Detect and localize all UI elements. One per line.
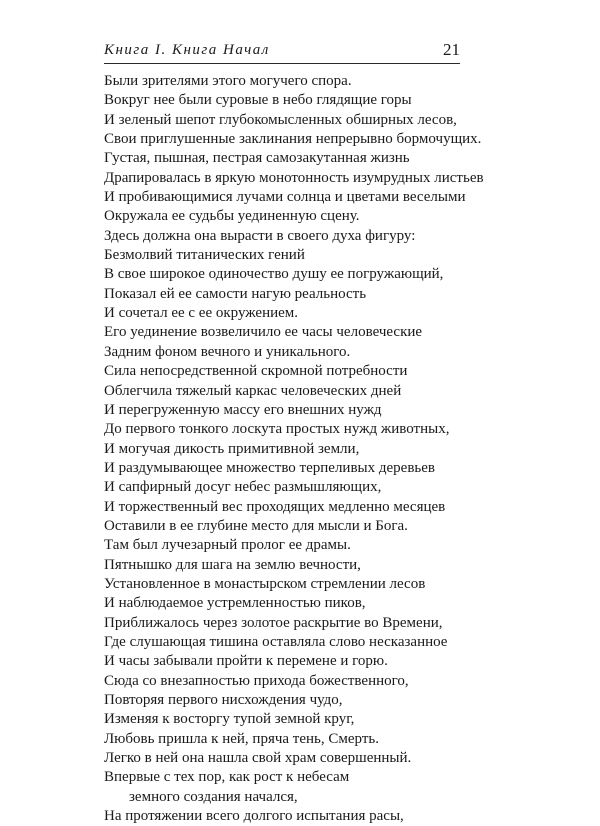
poem-line: Повторяя первого нисхождения чудо, (104, 692, 343, 708)
poem-line: Где слушающая тишина оставляла слово несказанное (104, 633, 448, 650)
poem-line: Его уединение возвеличило ее часы человеческие (104, 324, 423, 341)
poem-line: И часы забывали пройти к перемене и горю. (104, 653, 388, 670)
poem-line: Там был лучезарный пролог ее драмы. (104, 537, 351, 554)
page-header (104, 36, 460, 64)
poem-line: И перегруженную массу его внешних нужд (104, 401, 382, 418)
poem-line: Были зрителями этого могучего спора. (104, 73, 352, 89)
poem-line: И пробивающимися лучами солнца и цветами веселыми (104, 189, 466, 206)
poem-line: И наблюдаемое устремленностью пиков, (104, 595, 366, 612)
poem-line: Окружала ее судьбы уединенную сцену. (104, 208, 360, 225)
poem-line: Свои приглушенные заклинания непрерывно бормочущих. (104, 131, 482, 148)
header-rule (104, 63, 460, 64)
poem-line: Густая, пышная, пестрая самозакутанная жизнь (104, 150, 410, 167)
poem-line: Любовь пришла к ней, пряча тень, Смерть. (104, 730, 379, 747)
poem-line: Вокруг нее были суровые в небо глядящие горы (104, 92, 412, 109)
poem-line: Изменяя к восторгу тупой земной круг, (104, 711, 355, 728)
poem-line: Сила непосредственной скромной потребности (104, 363, 408, 380)
running-title: Книга I. Книга Начал (104, 42, 270, 58)
poem-line: Впервые с тех пор, как рост к небесам (104, 769, 350, 786)
poem-line: Пятнышко для шага на землю вечности, (104, 556, 361, 573)
poem-line: И могучая дикость примитивной земли, (104, 440, 360, 457)
poem-line: В свое широкое одиночество душу ее погружающий, (104, 266, 444, 283)
poem-line: Облегчила тяжелый каркас человеческих дней (104, 382, 402, 399)
poem-line: И зеленый шепот глубокомысленных обширных лесов, (104, 111, 457, 128)
poem-line: Приближалось через золотое раскрытие во Времени, (104, 614, 443, 631)
poem-line: И сочетал ее с ее окружением. (104, 305, 299, 322)
poem-line: Показал ей ее самости нагую реальность (104, 285, 367, 302)
poem-line: Безмолвий титанических гений (104, 247, 305, 264)
poem-line: Установленное в монастырском стремлении лесов (104, 575, 426, 592)
poem-line: Задним фоном вечного и уникального. (104, 343, 351, 360)
poem-line: Сюда со внезапностью прихода божественного, (104, 672, 409, 689)
poem-line: И торжественный вес проходящих медленно месяцев (104, 498, 446, 515)
poem-line: Легко в ней она нашла свой храм совершенный. (104, 750, 412, 767)
page-number: 21 (443, 40, 460, 59)
poem-line: Драпировалась в яркую монотонность изумрудных листьев (104, 169, 484, 186)
poem-line: И сапфирный досуг небес размышляющих, (104, 479, 382, 496)
poem-line: На протяжении всего долгого испытания расы, (104, 808, 404, 825)
poem-line-indented: земного создания начался, (129, 788, 298, 805)
poem-line: Оставили в ее глубине место для мысли и Бога. (104, 517, 408, 534)
poem-line: И раздумывающее множество терпеливых деревьев (104, 459, 435, 476)
poem-line: До первого тонкого лоскута простых нужд животных, (104, 421, 450, 438)
poem-text (104, 72, 504, 826)
poem-line: Здесь должна она вырасти в своего духа фигуру: (104, 227, 416, 244)
